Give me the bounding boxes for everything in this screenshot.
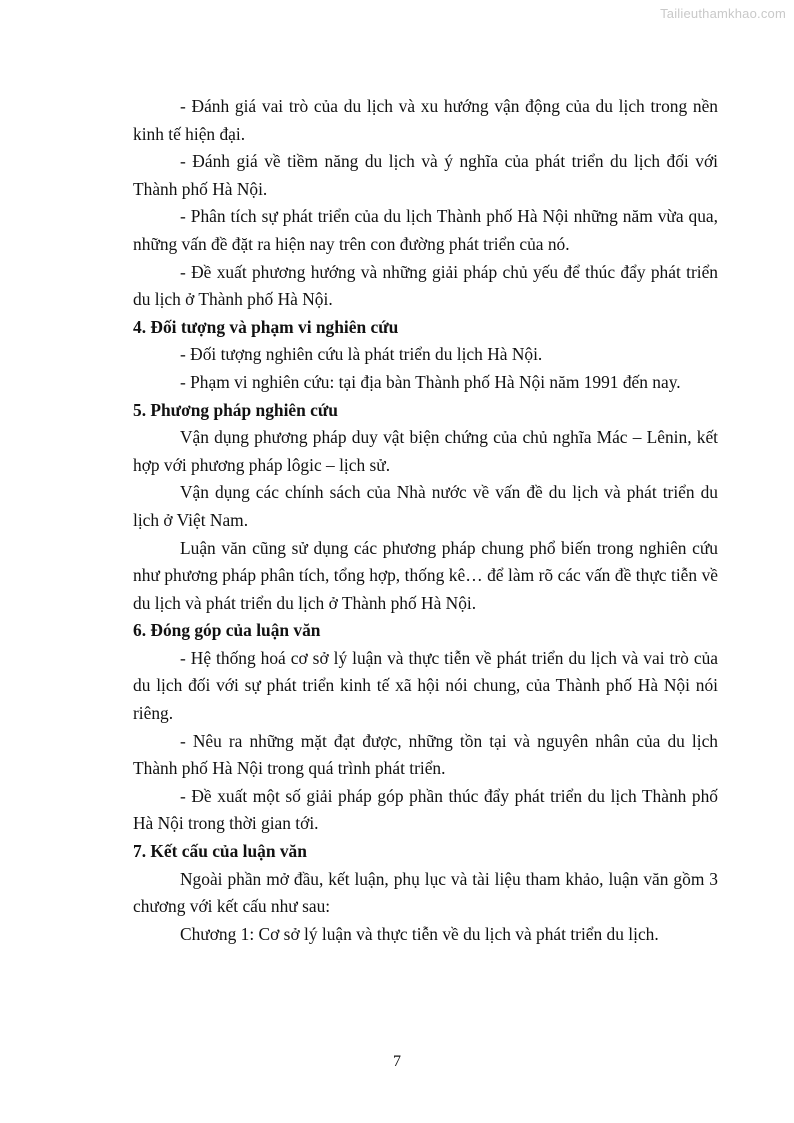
methods-paragraph-3: Luận văn cũng sử dụng các phương pháp chung phổ biến trong nghiên cứu như phương pháp phân tích, tổng hợp, thống kê… để làm rõ các vấn đề thực tiễn về du lịch và phát triển du lịch ở Thành phố Hà Nội. xyxy=(133,537,718,613)
document-body xyxy=(133,93,718,948)
section-heading-methods: 5. Phương pháp nghiên cứu xyxy=(133,399,338,420)
objective-paragraph-2: - Đánh giá về tiềm năng du lịch và ý nghĩa của phát triển du lịch đối với Thành phố Hà Nội. xyxy=(133,151,718,199)
contributions-paragraph-2: - Nêu ra những mặt đạt được, những tồn tại và nguyên nhân của du lịch Thành phố Hà Nội trong quá trình phát triển. xyxy=(133,730,718,779)
page-number: 7 xyxy=(393,1053,401,1070)
structure-paragraph-1: Ngoài phần mở đầu, kết luận, phụ lục và tài liệu tham khảo, luận văn gồm 3 chương với kết cấu như sau: xyxy=(133,868,718,917)
section-heading-scope: 4. Đối tượng và phạm vi nghiên cứu xyxy=(133,316,399,337)
objective-paragraph-3: - Phân tích sự phát triển của du lịch Thành phố Hà Nội những năm vừa qua, những vấn đề đặt ra hiện nay trên con đường phát triển của nó. xyxy=(133,206,718,254)
methods-paragraph-2: Vận dụng các chính sách của Nhà nước về vấn đề du lịch và phát triển du lịch ở Việt Nam. xyxy=(133,482,718,530)
objective-paragraph-4: - Đề xuất phương hướng và những giải pháp chủ yếu để thúc đẩy phát triển du lịch ở Thành phố Hà Nội. xyxy=(133,261,718,310)
contributions-paragraph-1: - Hệ thống hoá cơ sở lý luận và thực tiễn về phát triển du lịch và vai trò của du lịch đối với sự phát triển kinh tế xã hội nói chung, của Thành phố Hà Nội nói riêng. xyxy=(133,647,718,724)
scope-paragraph-2: - Phạm vi nghiên cứu: tại địa bàn Thành phố Hà Nội năm 1991 đến nay. xyxy=(180,371,681,392)
section-heading-structure: 7. Kết cấu của luận văn xyxy=(133,841,307,862)
methods-paragraph-1: Vận dụng phương pháp duy vật biện chứng của chủ nghĩa Mác – Lênin, kết hợp với phương pháp lôgic – lịch sử. xyxy=(133,427,718,475)
scope-paragraph-1: - Đối tượng nghiên cứu là phát triển du lịch Hà Nội. xyxy=(180,344,543,365)
objective-paragraph-1: - Đánh giá vai trò của du lịch và xu hướng vận động của du lịch trong nền kinh tế hiện đại. xyxy=(133,96,718,144)
structure-paragraph-2: Chương 1: Cơ sở lý luận và thực tiễn về du lịch và phát triển du lịch. xyxy=(180,923,659,944)
contributions-paragraph-3: - Đề xuất một số giải pháp góp phần thúc đẩy phát triển du lịch Thành phố Hà Nội trong thời gian tới. xyxy=(133,785,718,834)
watermark-text: Tailieuthamkhao.com xyxy=(660,6,786,21)
section-heading-contributions: 6. Đóng góp của luận văn xyxy=(133,620,321,641)
